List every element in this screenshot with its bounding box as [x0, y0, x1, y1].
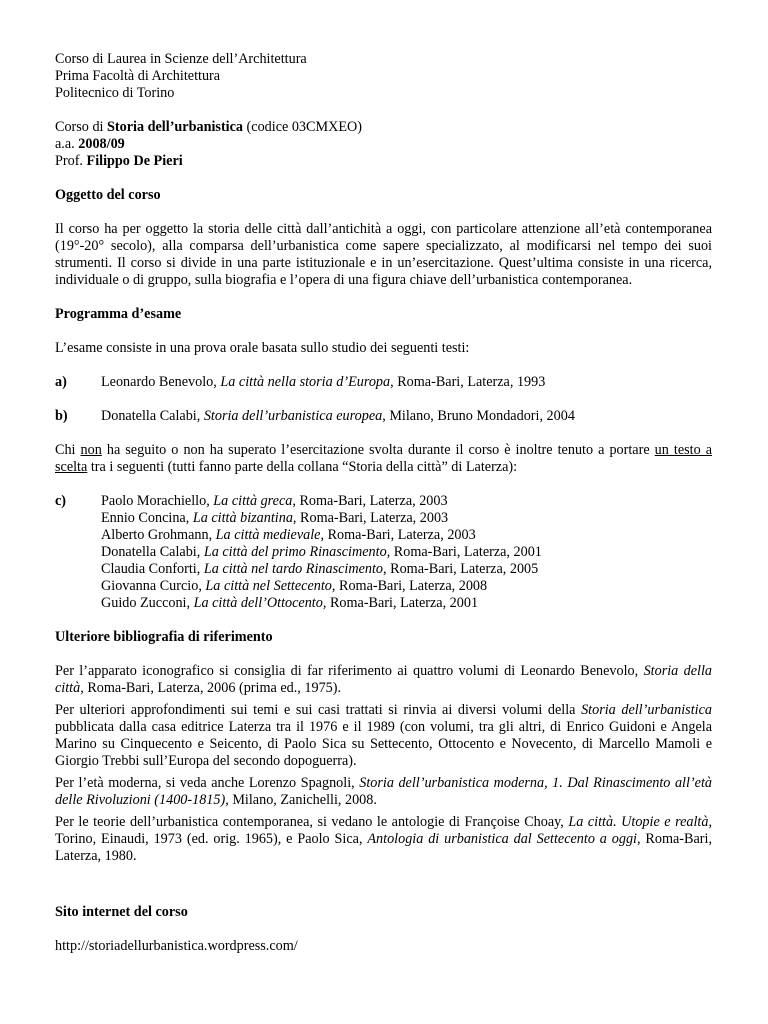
paragraph-text: Per le teorie dell’urbanistica contemporanea, si vedano le antologie di Françoise Choay,	[55, 814, 569, 830]
list-item	[101, 595, 712, 612]
book-title: Storia dell’urbanistica moderna, 1. Dal Rinascimento all’età delle Rivoluzioni (1400-1815)	[55, 775, 712, 808]
paragraph-text: pubblicata dalla casa editrice Laterza tra il 1976 e il 1989 (con volumi, tra gli altri, di Enrico Guidoni e Angela Marino su Cinquecento e Seicento, di Paolo Sica su Settecento, Ottocento e Novecento, di Marcello Mamoli e Giorgio Trebbi sull’Europa del secondo dopoguerra).	[55, 719, 712, 769]
list-item-b	[55, 408, 712, 425]
section-heading-bibliografia: Ulteriore bibliografia di riferimento	[55, 629, 273, 645]
bibliografia-paragraph-2	[55, 702, 712, 770]
paragraph-text: Per l’età moderna, si veda anche Lorenzo Spagnoli,	[55, 775, 360, 791]
note-emphasis-non: non	[80, 442, 102, 458]
section-heading-oggetto: Oggetto del corso	[55, 187, 161, 203]
book-title: Storia dell’urbanistica europea	[203, 408, 383, 424]
paragraph-text: , Torino, Einaudi, 1973 (ed. orig. 1965), e Paolo Sica,	[55, 814, 712, 847]
section-heading-programma: Programma d’esame	[55, 306, 182, 322]
section-heading-sito: Sito internet del corso	[55, 904, 188, 920]
book-title: La città. Utopie e realtà	[568, 814, 709, 830]
book-title: Storia dell’urbanistica	[581, 702, 712, 718]
book-author: Claudia Conforti,	[101, 561, 204, 577]
book-publisher: , Roma-Bari, Laterza, 2003	[292, 510, 449, 526]
list-item	[101, 544, 712, 561]
course-prefix: Corso di	[55, 119, 108, 135]
book-title: La città nel Settecento	[205, 578, 332, 594]
book-publisher: , Roma-Bari, Laterza, 2005	[383, 561, 539, 577]
course-info	[55, 119, 712, 170]
alternative-note	[55, 442, 712, 476]
academic-year: 2008/09	[78, 136, 125, 152]
list-item-a	[55, 374, 712, 391]
book-title: Antologia di urbanistica dal Settecento a oggi	[367, 831, 637, 847]
year-prefix: a.a.	[55, 136, 79, 152]
note-text: ha seguito o non ha superato l’esercitazione svolta durante il corso è inoltre tenuto a portare	[101, 442, 655, 458]
bibliografia-paragraph-3	[55, 775, 712, 809]
book-author: Donatella Calabi,	[101, 408, 204, 424]
course-name: Storia dell’urbanistica	[107, 119, 243, 135]
list-item	[101, 493, 712, 510]
degree-line: Corso di Laurea in Scienze dell’Architettura	[55, 51, 307, 67]
book-publisher: , Roma-Bari, Laterza, 2003	[320, 527, 476, 543]
note-text: Chi	[55, 442, 81, 458]
book-title: La città nella storia d’Europa	[220, 374, 391, 390]
course-code: (codice 03CMXEO)	[243, 119, 362, 135]
book-author: Donatella Calabi,	[101, 544, 204, 560]
book-author: Guido Zucconi,	[101, 595, 194, 611]
book-title: La città dell’Ottocento	[193, 595, 323, 611]
programma-intro: L’esame consiste in una prova orale basata sullo studio dei seguenti testi:	[55, 340, 470, 356]
book-title: La città nel tardo Rinascimento	[203, 561, 384, 577]
book-publisher: , Milano, Bruno Mondadori, 2004	[382, 408, 575, 424]
book-publisher: , Roma-Bari, Laterza, 1993	[390, 374, 546, 390]
note-emphasis-scelta: un testo a scelta	[55, 442, 713, 475]
professor-name: Filippo De Pieri	[86, 153, 183, 169]
item-label: a)	[55, 374, 67, 390]
item-label: b)	[55, 408, 68, 424]
list-item	[101, 561, 712, 578]
list-item	[101, 527, 712, 544]
book-publisher: , Roma-Bari, Laterza, 2008	[331, 578, 488, 594]
book-title: La città greca	[213, 493, 293, 509]
course-website-link[interactable]: http://storiadellurbanistica.wordpress.com/	[55, 938, 298, 954]
paragraph-text: , Milano, Zanichelli, 2008.	[225, 792, 377, 808]
paragraph-text: Per ulteriori approfondimenti sui temi e sui casi trattati si rinvia ai diversi volumi della	[55, 702, 582, 718]
book-list	[101, 493, 712, 612]
book-author: Ennio Concina,	[101, 510, 193, 526]
course-line	[55, 119, 712, 136]
item-text	[101, 374, 712, 391]
institution-header	[55, 51, 712, 102]
book-title: Storia della città	[55, 663, 712, 696]
spacer	[55, 887, 712, 904]
item-text	[101, 408, 712, 425]
list-item	[101, 510, 712, 527]
university-line: Politecnico di Torino	[55, 85, 175, 101]
professor-line	[55, 153, 712, 170]
list-item	[101, 578, 712, 595]
oggetto-text: Il corso ha per oggetto la storia delle città dall’antichità a oggi, con particolare attenzione all’età contemporanea (19°-20° secolo), alla comparsa dell’urbanistica come sapere specializzato, al modificarsi nel tempo dei suoi strumenti. Il corso si divide in una parte istituzionale e in un’esercitazione. Quest’ultima consiste in una ricerca, individuale o di gruppo, sulla biografia e l’opera di una figura chiave dell’urbanistica contemporanea.	[55, 221, 712, 288]
item-label: c)	[55, 493, 67, 509]
book-publisher: , Roma-Bari, Laterza, 2003	[292, 493, 448, 509]
bibliografia-paragraph-4	[55, 814, 712, 865]
book-title: La città bizantina	[192, 510, 293, 526]
paragraph-text: , Roma-Bari, Laterza, 1980.	[55, 831, 712, 864]
book-title: La città medievale	[215, 527, 321, 543]
list-item-c	[55, 493, 712, 612]
faculty-line: Prima Facoltà di Architettura	[55, 68, 221, 84]
year-line	[55, 136, 712, 153]
book-publisher: , Roma-Bari, Laterza, 2001	[322, 595, 479, 611]
bibliografia-paragraph-1	[55, 663, 712, 697]
book-publisher: , Roma-Bari, Laterza, 2001	[386, 544, 542, 560]
spacer	[55, 870, 712, 887]
book-author: Alberto Grohmann,	[101, 527, 216, 543]
book-author: Paolo Morachiello,	[101, 493, 214, 509]
book-author: Giovanna Curcio,	[101, 578, 206, 594]
note-text: tra i seguenti (tutti fanno parte della collana “Storia della città” di Laterza):	[87, 459, 518, 475]
book-author: Leonardo Benevolo,	[101, 374, 221, 390]
paragraph-text: , Roma-Bari, Laterza, 2006 (prima ed., 1975).	[80, 680, 342, 696]
paragraph-text: Per l’apparato iconografico si consiglia di far riferimento ai quattro volumi di Leonardo Benevolo,	[55, 663, 644, 679]
book-title: La città del primo Rinascimento	[203, 544, 387, 560]
prof-prefix: Prof.	[55, 153, 87, 169]
